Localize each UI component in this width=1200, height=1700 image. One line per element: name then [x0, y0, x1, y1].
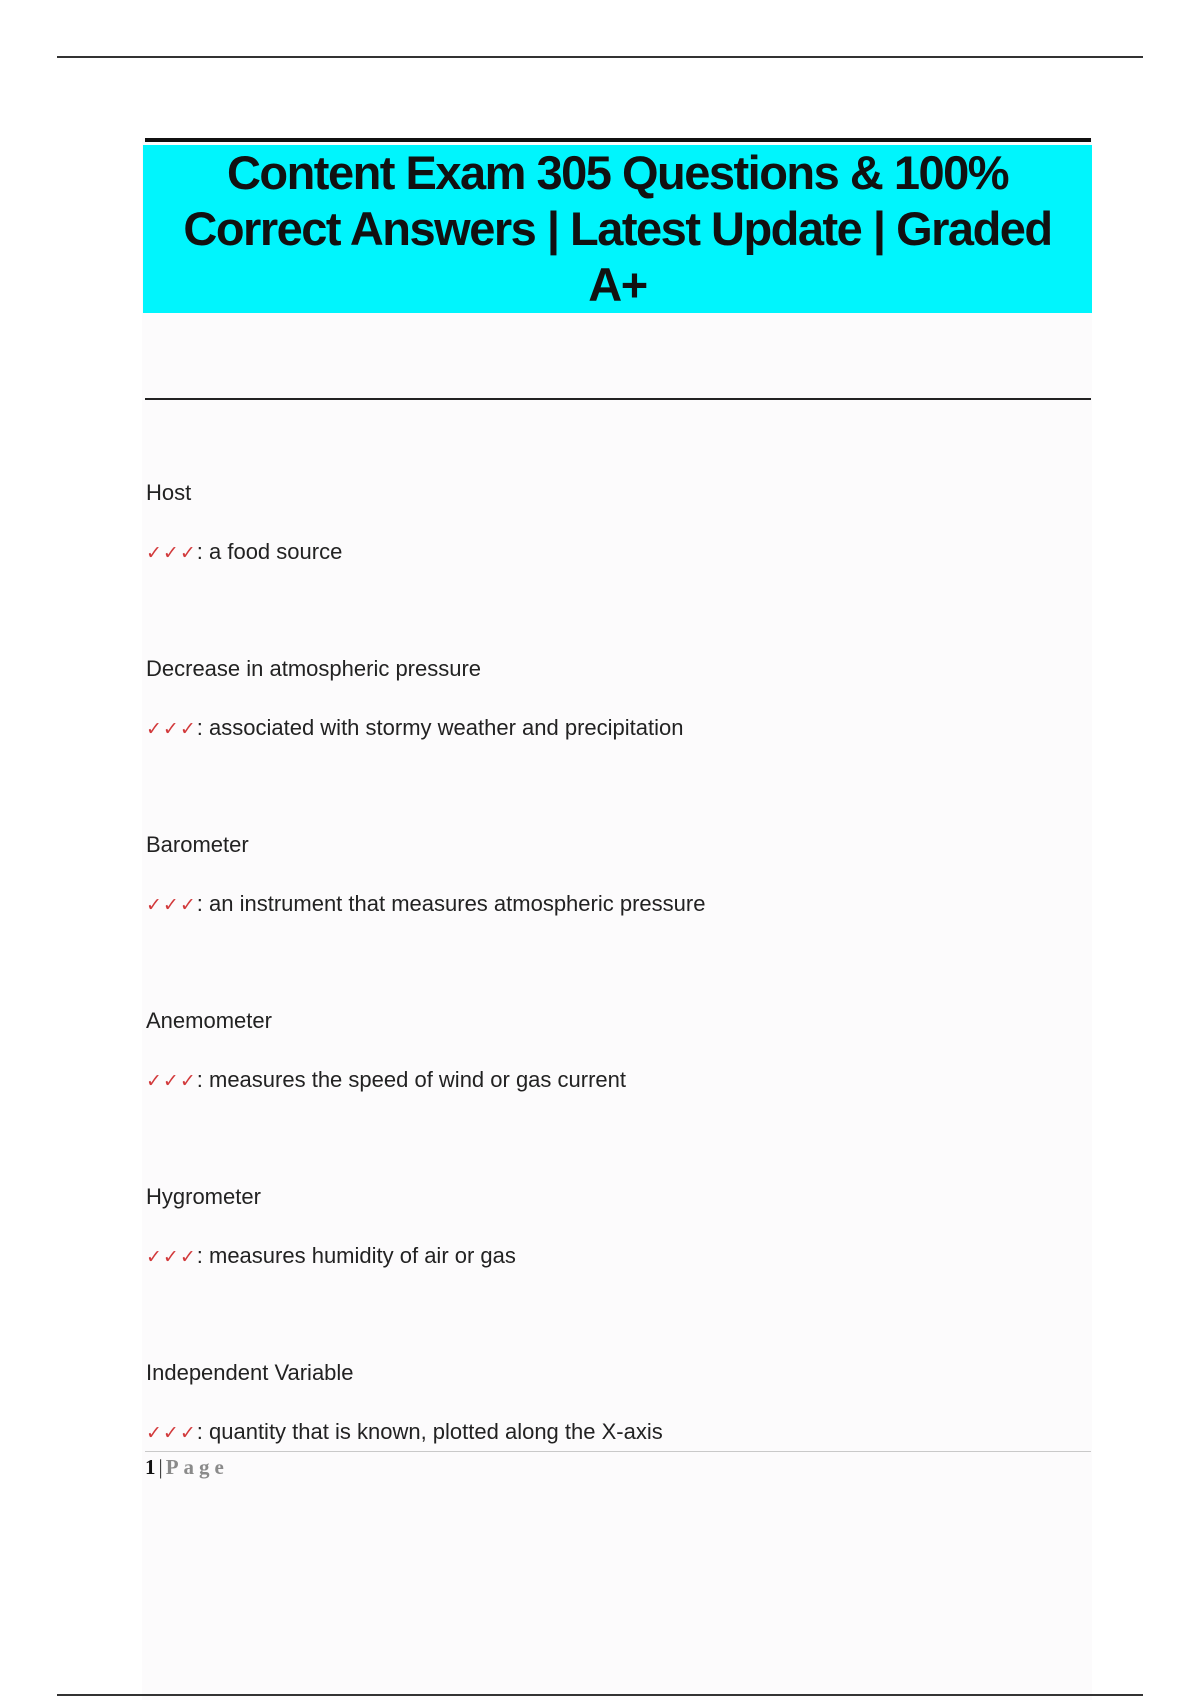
answer-line — [146, 713, 1086, 744]
answer-separator: : — [196, 1419, 209, 1444]
qa-item — [146, 1006, 1086, 1182]
check-mark-icon: ✓✓✓ — [146, 1422, 197, 1444]
page-footer — [145, 1453, 229, 1481]
title-banner — [143, 145, 1092, 313]
answer-line — [146, 889, 1086, 920]
check-mark-icon: ✓✓✓ — [146, 718, 197, 740]
question-term: Hygrometer — [146, 1184, 261, 1209]
answer-separator: : — [196, 539, 209, 564]
question-term: Independent Variable — [146, 1360, 354, 1385]
title-top-rule — [145, 138, 1091, 142]
qa-list — [146, 478, 1086, 1534]
document-title: Content Exam 305 Questions & 100% Correct Answers | Latest Update | Graded A+ — [183, 146, 1052, 311]
qa-item — [146, 1358, 1086, 1534]
title-bottom-rule — [145, 398, 1091, 400]
question-term: Anemometer — [146, 1008, 272, 1033]
answer-separator: : — [196, 891, 209, 916]
page-label: Page — [165, 1455, 229, 1479]
answer-text: a food source — [209, 539, 343, 564]
check-mark-icon: ✓✓✓ — [146, 542, 197, 564]
answer-text: an instrument that measures atmospheric pressure — [209, 891, 706, 916]
question-term: Host — [146, 480, 192, 505]
qa-item — [146, 830, 1086, 1006]
page-number: 1 — [145, 1455, 156, 1479]
answer-separator: : — [196, 1243, 209, 1268]
qa-item — [146, 654, 1086, 830]
qa-item — [146, 1182, 1086, 1358]
check-mark-icon: ✓✓✓ — [146, 1070, 197, 1092]
check-mark-icon: ✓✓✓ — [146, 894, 197, 916]
question-term: Decrease in atmospheric pressure — [146, 656, 482, 681]
footer-separator: | — [158, 1455, 163, 1479]
answer-line — [146, 1065, 1086, 1096]
page-bottom-rule — [57, 1694, 1143, 1696]
question-term: Barometer — [146, 832, 249, 857]
answer-text: measures the speed of wind or gas current — [209, 1067, 627, 1092]
check-mark-icon: ✓✓✓ — [146, 1246, 197, 1268]
answer-line — [146, 537, 1086, 568]
page-top-rule — [57, 56, 1143, 58]
answer-text: quantity that is known, plotted along the X-axis — [209, 1419, 663, 1444]
answer-text: measures humidity of air or gas — [209, 1243, 516, 1268]
qa-item — [146, 478, 1086, 654]
footer-rule — [145, 1451, 1091, 1452]
answer-line — [146, 1241, 1086, 1272]
answer-separator: : — [196, 715, 209, 740]
answer-line — [146, 1417, 1086, 1448]
answer-separator: : — [196, 1067, 209, 1092]
answer-text: associated with stormy weather and precipitation — [209, 715, 684, 740]
